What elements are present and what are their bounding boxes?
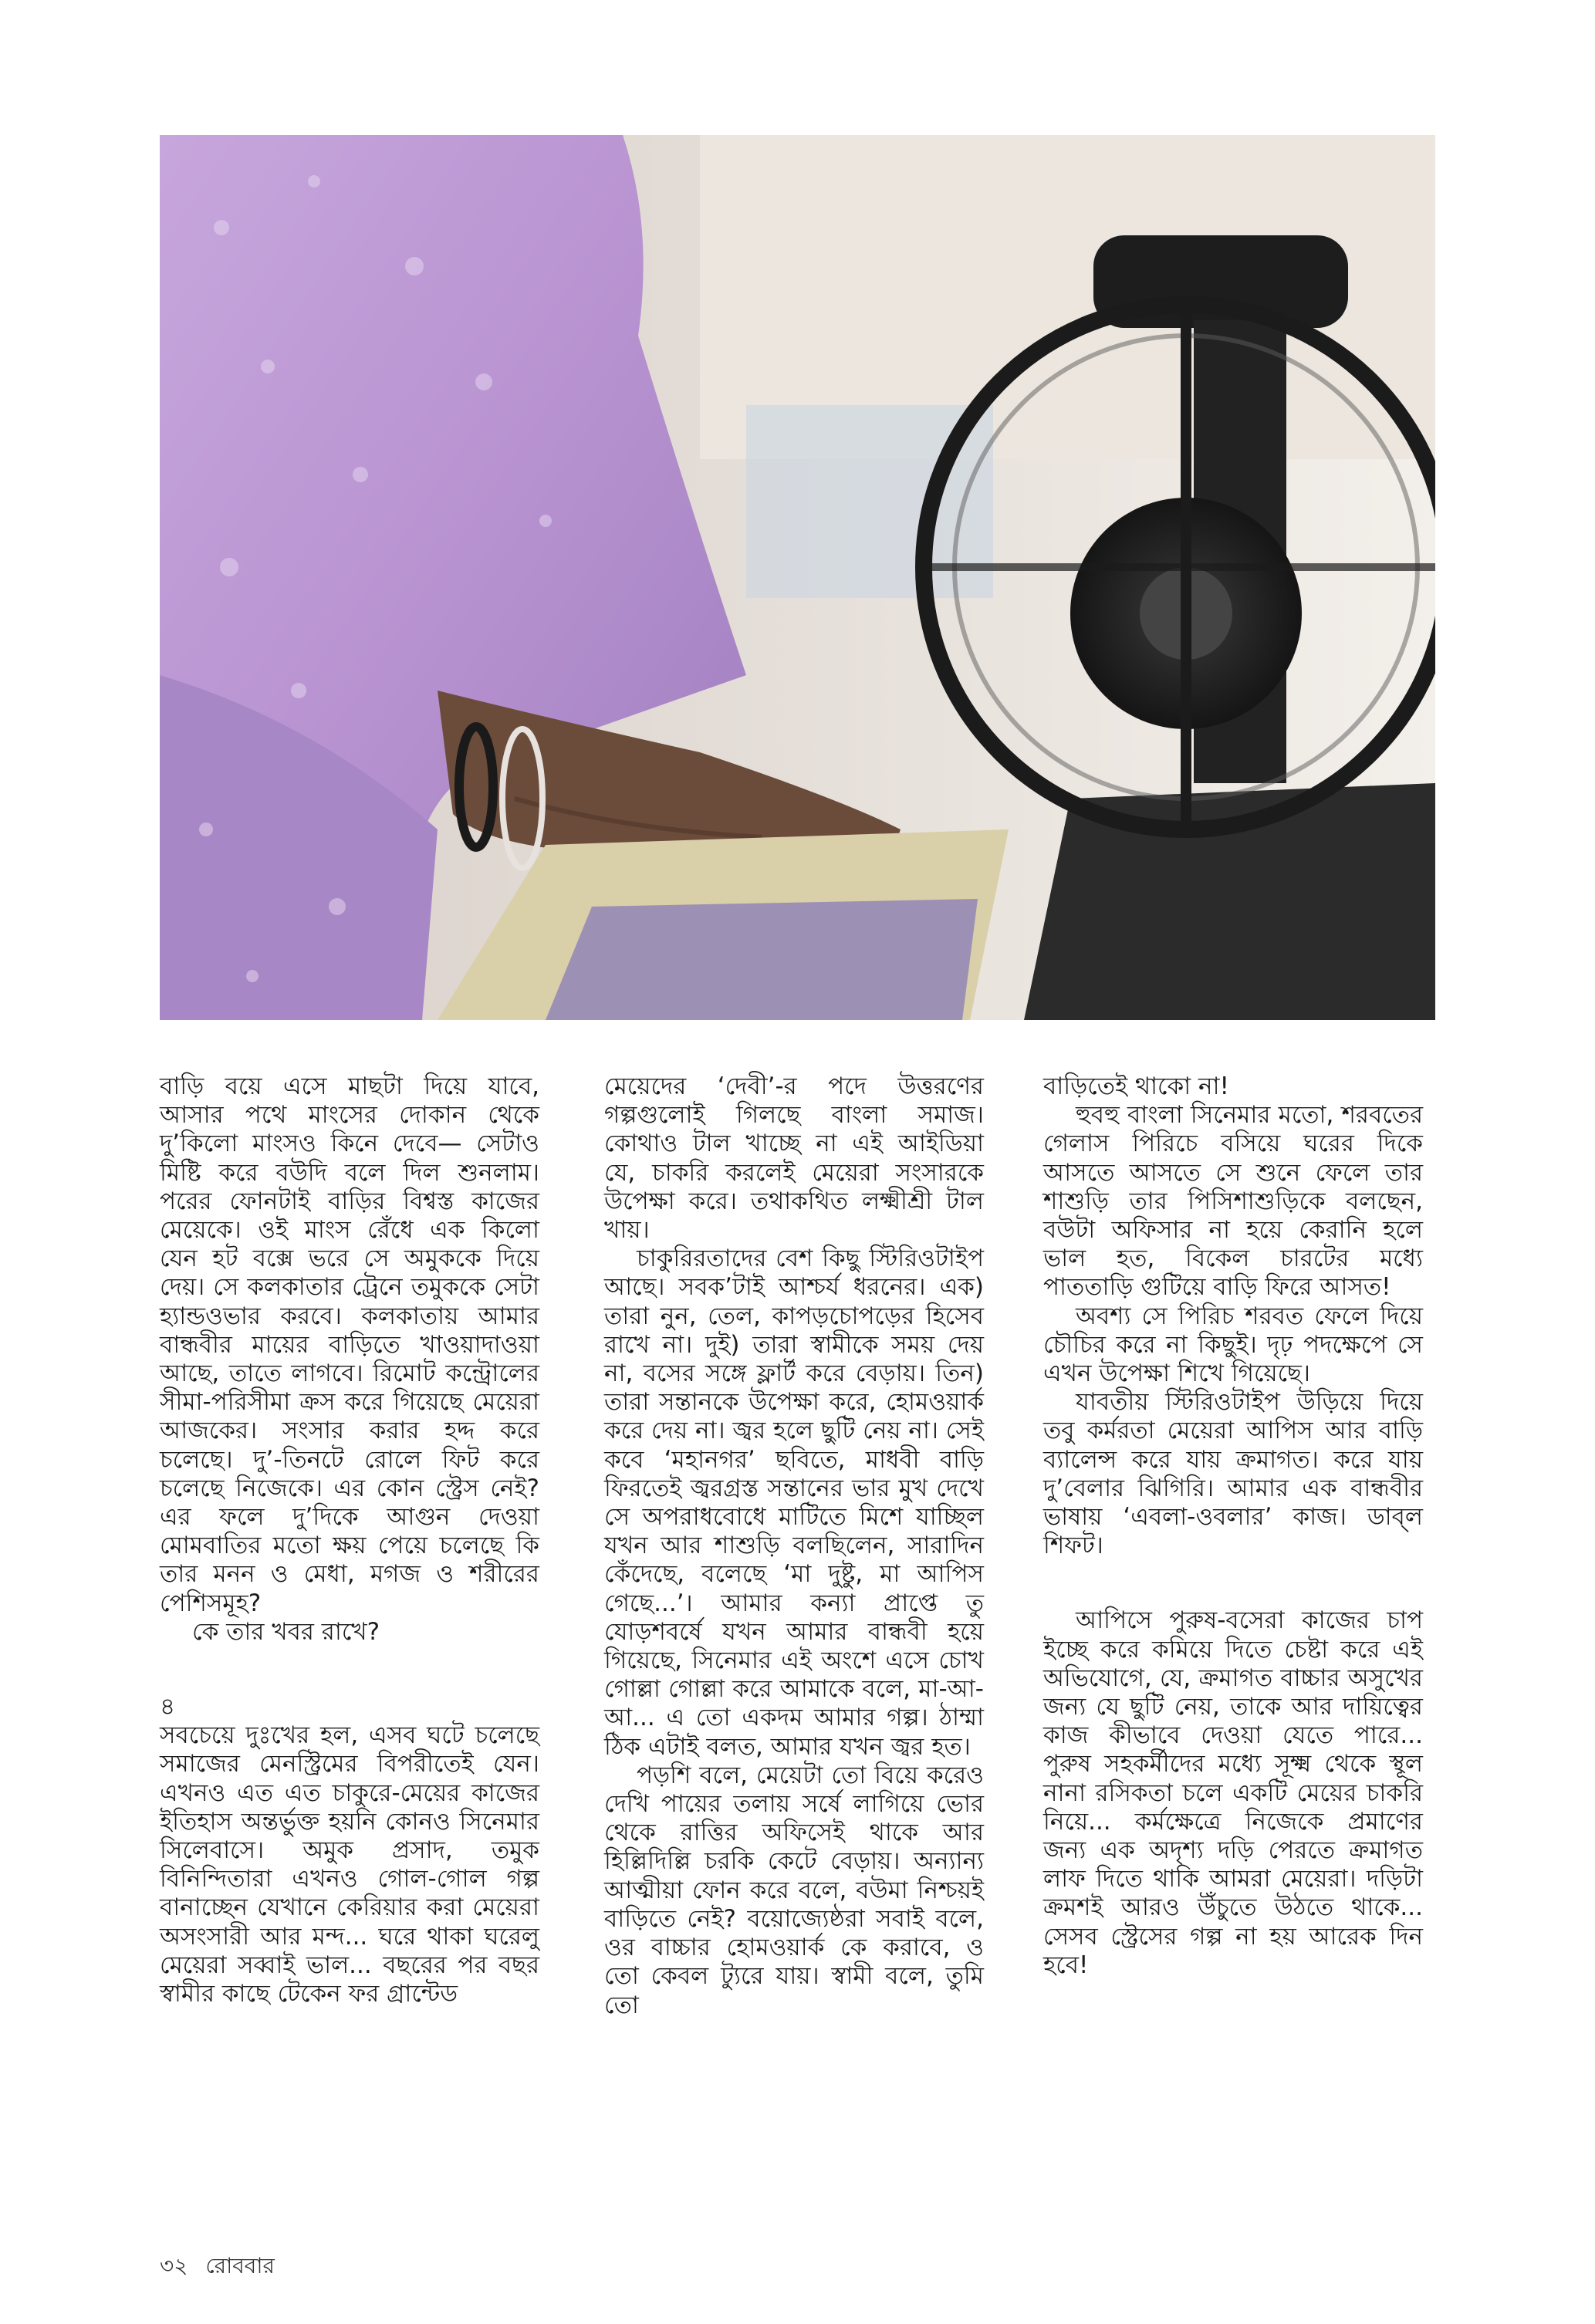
article-column-2 [604,1072,984,2020]
paragraph: আপিসে পুরুষ-বসেরা কাজের চাপ ইচ্ছে করে কমিয়ে দিতে চেষ্টা করে এই অভিযোগে, যে, ক্রমাগত বাচ্চার অসুখের জন্য যে ছুটি নেয়, তাকে আর দায়িত্বের কাজ কীভাবে দেওয়া যেতে পারে... পুরুষ সহকর্মীদের মধ্যে সূক্ষ্ম থেকে স্থূল নানা রসিকতা চলে একটি মেয়ের চাকরি নিয়ে... কর্মক্ষেত্রে নিজেকে প্রমাণের জন্য এক অদৃশ্য দড়ি পেরতে ক্রমাগত লাফ দিতে থাকি আমরা মেয়েরা। দড়িটা ক্রমশই আরও উঁচুতে উঠতে থাকে... সেসব স্ট্রেসের গল্প না হয় আরেক দিন হবে! [1043,1606,1423,1979]
paragraph: সবচেয়ে দুঃখের হল, এসব ঘটে চলেছে সমাজের মেনস্ট্রিমের বিপরীতেই যেন। এখনও এত এত চাকুরে-মেয়ের কাজের ইতিহাস অন্তর্ভুক্ত হয়নি কোনও সিনেমার সিলেবাসে। অমুক প্রসাদ, তমুক বিনিন্দিতারা এখনও গোল-গোল গল্প বানাচ্ছেন যেখানে কেরিয়ার করা মেয়েরা অসংসারী আর মন্দ... ঘরে থাকা ঘরেলু মেয়েরা সব্বাই ভাল... বছরের পর বছর স্বামীর কাছে টেকেন ফর গ্রান্টেড [160,1721,539,2008]
paragraph: বাড়ি বয়ে এসে মাছটা দিয়ে যাবে, আসার পথে মাংসের দোকান থেকে দু’কিলো মাংসও কিনে দেবে— সেটাও মিষ্টি করে বউদি বলে দিল শুনলাম। পরের ফোনটাই বাড়ির বিশ্বস্ত কাজের মেয়েকে। ওই মাংস রেঁধে এক কিলো যেন হট বক্সে ভরে সে অমুককে দিয়ে দেয়। সে কলকাতার ট্রেনে তমুককে সেটা হ্যান্ডওভার করবে। কলকাতায় আমার বান্ধবীর মায়ের বাড়িতে খাওয়াদাওয়া আছে, তাতে লাগবে। রিমোট কন্ট্রোলের সীমা-পরিসীমা ক্রস করে গিয়েছে মেয়েরা আজকের। সংসার করার হদ্দ করে চলেছে। দু’-তিনটে রোলে ফিট করে চলেছে নিজেকে। এর কোন স্ট্রেস নেই? এর ফলে দু’দিকে আগুন দেওয়া মোমবাতির মতো ক্ষয় পেয়ে চলেছে কি তার মনন ও মেধা, মগজ ও শরীরের পেশিসমূহ? [160,1072,539,1617]
page-footer [160,2249,275,2285]
paragraph: অবশ্য সে পিরিচ শরবত ফেলে দিয়ে চৌচির করে না কিছুই। দৃঢ় পদক্ষেপে সে এখন উপেক্ষা শিখে গিয়েছে। [1043,1302,1423,1388]
paragraph: মেয়েদের ‘দেবী’-র পদে উত্তরণের গল্পগুলোই গিলছে বাংলা সমাজ। কোথাও টাল খাচ্ছে না এই আইডিয়া যে, চাকরি করলেই মেয়েরা সংসারকে উপেক্ষা করে। তথাকথিত লক্ষ্মীশ্রী টাল খায়। [604,1072,984,1245]
paragraph: পড়শি বলে, মেয়েটা তো বিয়ে করেও দেখি পায়ের তলায় সর্ষে লাগিয়ে ভোর থেকে রাত্তির অফিসেই থাকে আর হিল্লিদিল্লি চরকি কেটে বেড়ায়। অন্যান্য আত্মীয়া ফোন করে বলে, বউমা নিশ্চয়ই বাড়িতে নেই? বয়োজ্যেষ্ঠরা সবাই বলে, ওর বাচ্চার হোমওয়ার্ক কে করাবে, ও তো কেবল ট্যুরে যায়। স্বামী বলে, তুমি তো [604,1761,984,2019]
article-photo [160,135,1435,1020]
paragraph: হুবহু বাংলা সিনেমার মতো, শরবতের গেলাস পিরিচে বসিয়ে ঘরের দিকে আসতে আসতে সে শুনে ফেলে তার শাশুড়ি তার পিসিশাশুড়িকে বলছেন, বউটা অফিসার না হয়ে কেরানি হলে ভাল হত, বিকেল চারটের মধ্যে পাততাড়ি গুটিয়ে বাড়ি ফিরে আসত! [1043,1101,1423,1302]
paragraph: বাড়িতেই থাকো না! [1043,1072,1229,1100]
paragraph: চাকুরিরতাদের বেশ কিছু স্টিরিওটাইপ আছে। সবক’টাই আশ্চর্য ধরনের। এক) তারা নুন, তেল, কাপড়চোপড়ের হিসেব রাখে না। দুই) তারা স্বামীকে সময় দেয় না, বসের সঙ্গে ফ্লার্ট করে বেড়ায়। তিন) তারা সন্তানকে উপেক্ষা করে, হোমওয়ার্ক করে দেয় না। জ্বর হলে ছুটি নেয় না। সেই কবে ‘মহানগর’ ছবিতে, মাধবী বাড়ি ফিরতেই জ্বরগ্রস্ত সন্তানের ভার মুখ দেখে সে অপরাধবোধে মাটিতে মিশে যাচ্ছিল যখন আর শাশুড়ি বলছিলেন, সারাদিন কেঁদেছে, বলেছে ‘মা দুষ্টু, মা আপিস গেছে...’। আমার কন্যা প্রাপ্তে তু যোড়শবর্ষে যখন আমার বান্ধবী হয়ে গিয়েছে, সিনেমার এই অংশে এসে চোখ গোল্লা গোল্লা করে আমাকে বলে, মা-আ-আ... এ তো একদম আমার গল্প। ঠাম্মা ঠিক এটাই বলত, আমার যখন জ্বর হত। [604,1245,984,1761]
paragraph: যাবতীয় স্টিরিওটাইপ উড়িয়ে দিয়ে তবু কর্মরতা মেয়েরা আপিস আর বাড়ি ব্যালেন্স করে যায় ক্রমাগত। করে যায় দু’বেলার ঝিগিরি। আমার এক বান্ধবীর ভাষায় ‘এবলা-ওবলার’ কাজ। ডাব্‌ল শিফট। [1043,1388,1423,1560]
section-number: ৪ [160,1693,176,1721]
paragraph: কে তার খবর রাখে? [192,1617,380,1646]
page-number: ৩২ [160,2253,188,2278]
magazine-name: রোববার [205,2253,275,2278]
photo-woman-at-sewing-machine-icon [160,135,1435,1020]
article-column-3 [1043,1072,1423,1980]
article-column-1 [160,1072,539,2008]
